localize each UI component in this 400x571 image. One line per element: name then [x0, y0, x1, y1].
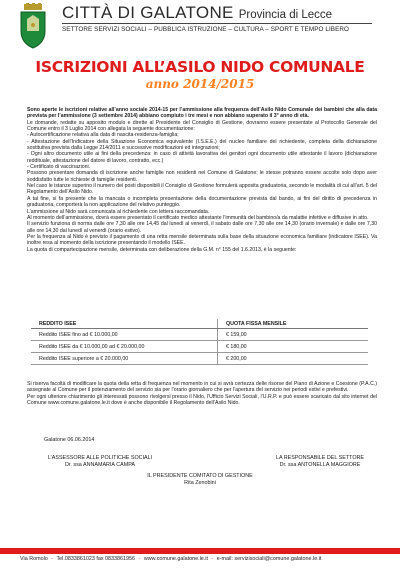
income-bracket: Reddito ISEE fino ad € 10.000,00 [31, 329, 218, 341]
signature-role: LA RESPONSABILE DEL SETTORE [275, 455, 365, 461]
income-bracket: Reddito ISEE da € 10.000,00 ad € 20.000,00 [31, 341, 218, 353]
requirement-item: - Certificato di vaccinazioni. [27, 164, 91, 171]
footer-separator: - [51, 556, 54, 562]
signature-name: Rita Zenobini [184, 480, 216, 486]
signature-role: L’ASSESSORE ALLE POLITICHE SOCIALI [47, 455, 153, 461]
column-header-fee: QUOTA FISSA MENSILE [218, 319, 369, 329]
signature-assessore [30, 455, 170, 469]
body-paragraph: L’ammissione al Nido sarà comunicata al richiedente con lettera raccomandata. [27, 208, 210, 215]
body-paragraph: Si riserva facoltà di modificare la quota della retta di frequenza nel momento in cui si avrà certezza delle risorse del Piano di Azione e Coesione (P.A.C.) assegnate al Comune per il potenziamento del servizio sia per l’orario giornaliero che per l’apertura del servizio nei periodi estivi e prefestivi. [27, 381, 377, 394]
signature-name: Dr. ssa ANTONELLA MAGGIORE [279, 462, 361, 468]
footer-email-link[interactable]: e-mail: servizisociali@comune.galatone.le.it [216, 556, 322, 562]
income-bracket: Reddito ISEE superiore a € 20.000,00 [31, 353, 218, 365]
monthly-fee: € 159,00 [218, 329, 369, 341]
footer-separator: - [211, 556, 214, 562]
table-row [31, 353, 368, 365]
department-line: SETTORE SERVIZI SOCIALI – PUBBLICA ISTRUZIONE – CULTURA – SPORT E TEMPO LIBERO [62, 26, 350, 33]
table-row [31, 329, 368, 341]
signature-role: IL PRESIDENTE COMITATO DI GESTIONE [147, 473, 253, 479]
body-paragraph: Al momento dell’ammissione, dovrà essere presentato il certificato medico attestante l’immunità del bambino/a da malattie infettive e diffusive in atto. [27, 214, 369, 221]
body-paragraph: Le domande, redatte su apposito modulo e dirette al Presidente del Consiglio di Gestione, dovranno essere presentate al Protocollo Generale del Comune entro il 3 Luglio 2014 con allegata la seguente documentazione: [27, 119, 377, 133]
body-paragraph: Per la frequenza al Nido è previsto il pagamento di una retta mensile determinata sulla base della situazione economica familiare (indicatore ISEE). Va inoltre resa al momento della iscrizione presentando il modello ISEE. [27, 233, 377, 247]
header-divider [62, 23, 372, 24]
signature-responsabile [250, 455, 390, 469]
footer-divider [0, 548, 400, 554]
notice-body [27, 107, 377, 253]
body-paragraph: La quota di compartecipazione mensile, determinata con deliberazione della G.M. n° 155 del 1.6.2013, è la seguente: [27, 246, 297, 253]
column-header-income: REDDITO ISEE [31, 319, 218, 329]
requirement-item: - Attestazione dell’Indicatore della Situazione Economica equivalente (I.S.E.E.) del nucleo familiare del richiedente, completa della dichiarazione sostitutiva prevista dalla Legge 214/2011 e successive modificazioni ed integrazioni; [27, 138, 377, 152]
footer-website-link[interactable]: www.comune.galatone.le.it [143, 556, 208, 562]
coat-of-arms-icon [18, 3, 48, 49]
body-paragraph: Il servizio funziona di norma dalle ore 7,30 alle ore 14,45 dal lunedì al venerdì, il sabato dalle ore 7,30 alle ore 14,30 (orario invernale) e dalle ore 7,30 alle ore 14,30 dal lunedì al venerdì (orario estivo). [27, 221, 377, 234]
table-row [31, 341, 368, 353]
footer-address: Via Romolo [20, 556, 48, 562]
fee-table [31, 319, 368, 365]
monthly-fee: € 200,00 [218, 353, 369, 365]
body-paragraph: A tal fine, si fa presente che la mancata o incompleta presentazione della documentazione prevista dal bando, ai fini del diritto di precedenza in graduatoria, comporterà la non applicazione del relativo punteggio. [27, 195, 377, 209]
signature-presidente [100, 473, 300, 487]
body-paragraph: Nel caso le istanze superino il numero dei posti disponibili il Consiglio di Gestione formulerà apposita graduatoria, secondo le modalità di cui all’art. 5 del Regolamento dell’Asilo Nido. [27, 183, 377, 196]
school-year: anno 2014/2015 [145, 77, 255, 91]
city-title [62, 3, 332, 23]
requirement-item: - Ogni altro documento utile ai fini della precedenza: in caso di attività lavorativa dei genitori ogni documento utile attestante il lavoro (dichiarazione reddituale, attestazione del datore di lavoro, contratto, ecc.) [27, 151, 377, 164]
footer [20, 556, 321, 562]
body-paragraph: Possono presentare domanda di iscrizione anche famiglie non residenti nel Comune di Galatone; le stesse potranno essere accolte solo dopo aver soddisfatto tutte le richieste di famiglie residenti. [27, 170, 377, 183]
table-header-row [31, 319, 368, 329]
page-title: ISCRIZIONI ALL’ASILO NIDO COMUNALE [35, 58, 365, 76]
issue-date: Galatone 06.06.2014 [44, 437, 95, 443]
requirement-item: - Autocertificazione relativa alla data di nascita-residenza-famiglia; [27, 132, 179, 139]
signature-name: Dr. ssa ANNAMARIA CAMPA [65, 462, 135, 468]
body-paragraph: Per ogni ulteriore chiarimento gli interessati possono rivolgersi presso il Nido, l’Ufficio Servizi Sociali, l’U.R.P. e può essere scaricato dal sito internet del Comune www.comune.galatone.le.it dove è anche disponibile il Regolamento dell’Asilo Nido. [27, 393, 377, 407]
notes-section [27, 381, 377, 406]
intro-paragraph: Sono aperte le iscrizioni relative all’anno sociale 2014-15 per l’ammissione alla frequenza dell’Asilo Nido Comunale dei bambini che alla data prevista per l’ammissione (3 settembre 2014) abbiano compiuto i tre mesi e non abbiano superato il 3° anno di età. [27, 107, 377, 120]
monthly-fee: € 180,00 [218, 341, 369, 353]
footer-phone: Tel.0833861023 fax 0833861956 [56, 556, 136, 562]
footer-separator: - [138, 556, 141, 562]
city-name: CITTÀ DI GALATONE [62, 3, 234, 22]
province-name: Provincia di Lecce [238, 9, 333, 21]
